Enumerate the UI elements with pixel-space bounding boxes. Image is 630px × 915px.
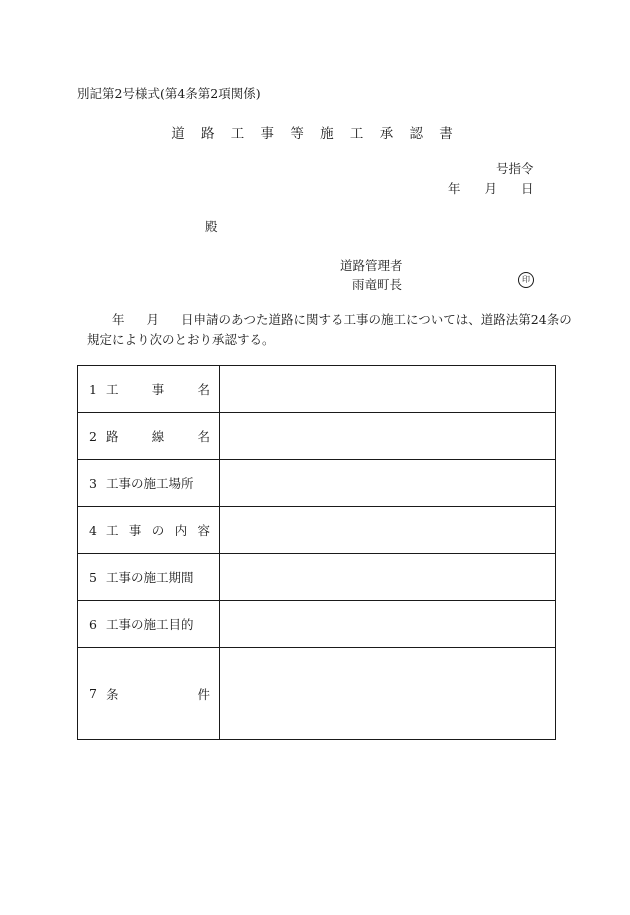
item-label-cell [78, 413, 220, 460]
table-row [78, 460, 556, 507]
item-label-cell [78, 554, 220, 601]
table-row [78, 413, 556, 460]
item-label: 工事の施工期間 [106, 570, 194, 585]
table-row [78, 648, 556, 740]
item-value-cell[interactable] [220, 601, 556, 648]
date-day-label: 日 [521, 181, 534, 196]
item-label: 工事の施工場所 [106, 476, 194, 491]
item-label-cell [78, 601, 220, 648]
item-label: 路 線 名 [106, 429, 210, 444]
issuer-title: 道路管理者 [340, 258, 403, 273]
item-number: 5 [89, 569, 97, 585]
date-year-label: 年 [448, 181, 461, 196]
item-value-cell[interactable] [220, 507, 556, 554]
item-label: 工 事 名 [106, 382, 210, 397]
item-number: 3 [89, 475, 97, 491]
item-label-cell [78, 460, 220, 507]
item-number: 7 [89, 686, 97, 701]
item-label-cell [78, 648, 220, 740]
item-label-cell [78, 507, 220, 554]
item-value-cell[interactable] [220, 648, 556, 740]
table-row [78, 601, 556, 648]
item-label: 工 事 の 内 容 [106, 523, 210, 538]
item-number: 1 [89, 381, 97, 397]
item-label: 工事の施工目的 [106, 617, 194, 632]
item-number: 4 [89, 522, 97, 538]
item-value-cell[interactable] [220, 460, 556, 507]
item-label-cell [78, 366, 220, 413]
approval-statement [88, 310, 572, 350]
body-month-label: 月 [146, 312, 160, 327]
document-title: 道 路 工 事 等 施 工 承 認 書 [171, 126, 459, 142]
seal-mark-icon: 印 [518, 272, 534, 288]
table-row [78, 366, 556, 413]
form-reference-note: 別記第2号様式(第4条第2項関係) [77, 86, 261, 101]
item-value-cell[interactable] [220, 366, 556, 413]
addressee-suffix: 殿 [205, 219, 218, 234]
body-line2: 規定により次のとおり承認する。 [87, 332, 275, 347]
issuer-name: 雨竜町長 [352, 277, 403, 292]
item-number: 6 [89, 616, 97, 632]
item-value-cell[interactable] [220, 413, 556, 460]
date-month-label: 月 [484, 181, 498, 196]
approval-number-label: 号指令 [496, 161, 534, 176]
body-year-label: 年 [112, 312, 125, 327]
item-value-cell[interactable] [220, 554, 556, 601]
approval-items-table [77, 365, 556, 740]
table-row [78, 554, 556, 601]
issue-date [448, 179, 534, 197]
item-label: 条 件 [106, 686, 210, 702]
table-row [78, 507, 556, 554]
body-line1: 日申請のあつた道路に関する工事の施工については、道路法第24条の [181, 312, 572, 327]
item-number: 2 [89, 428, 97, 444]
